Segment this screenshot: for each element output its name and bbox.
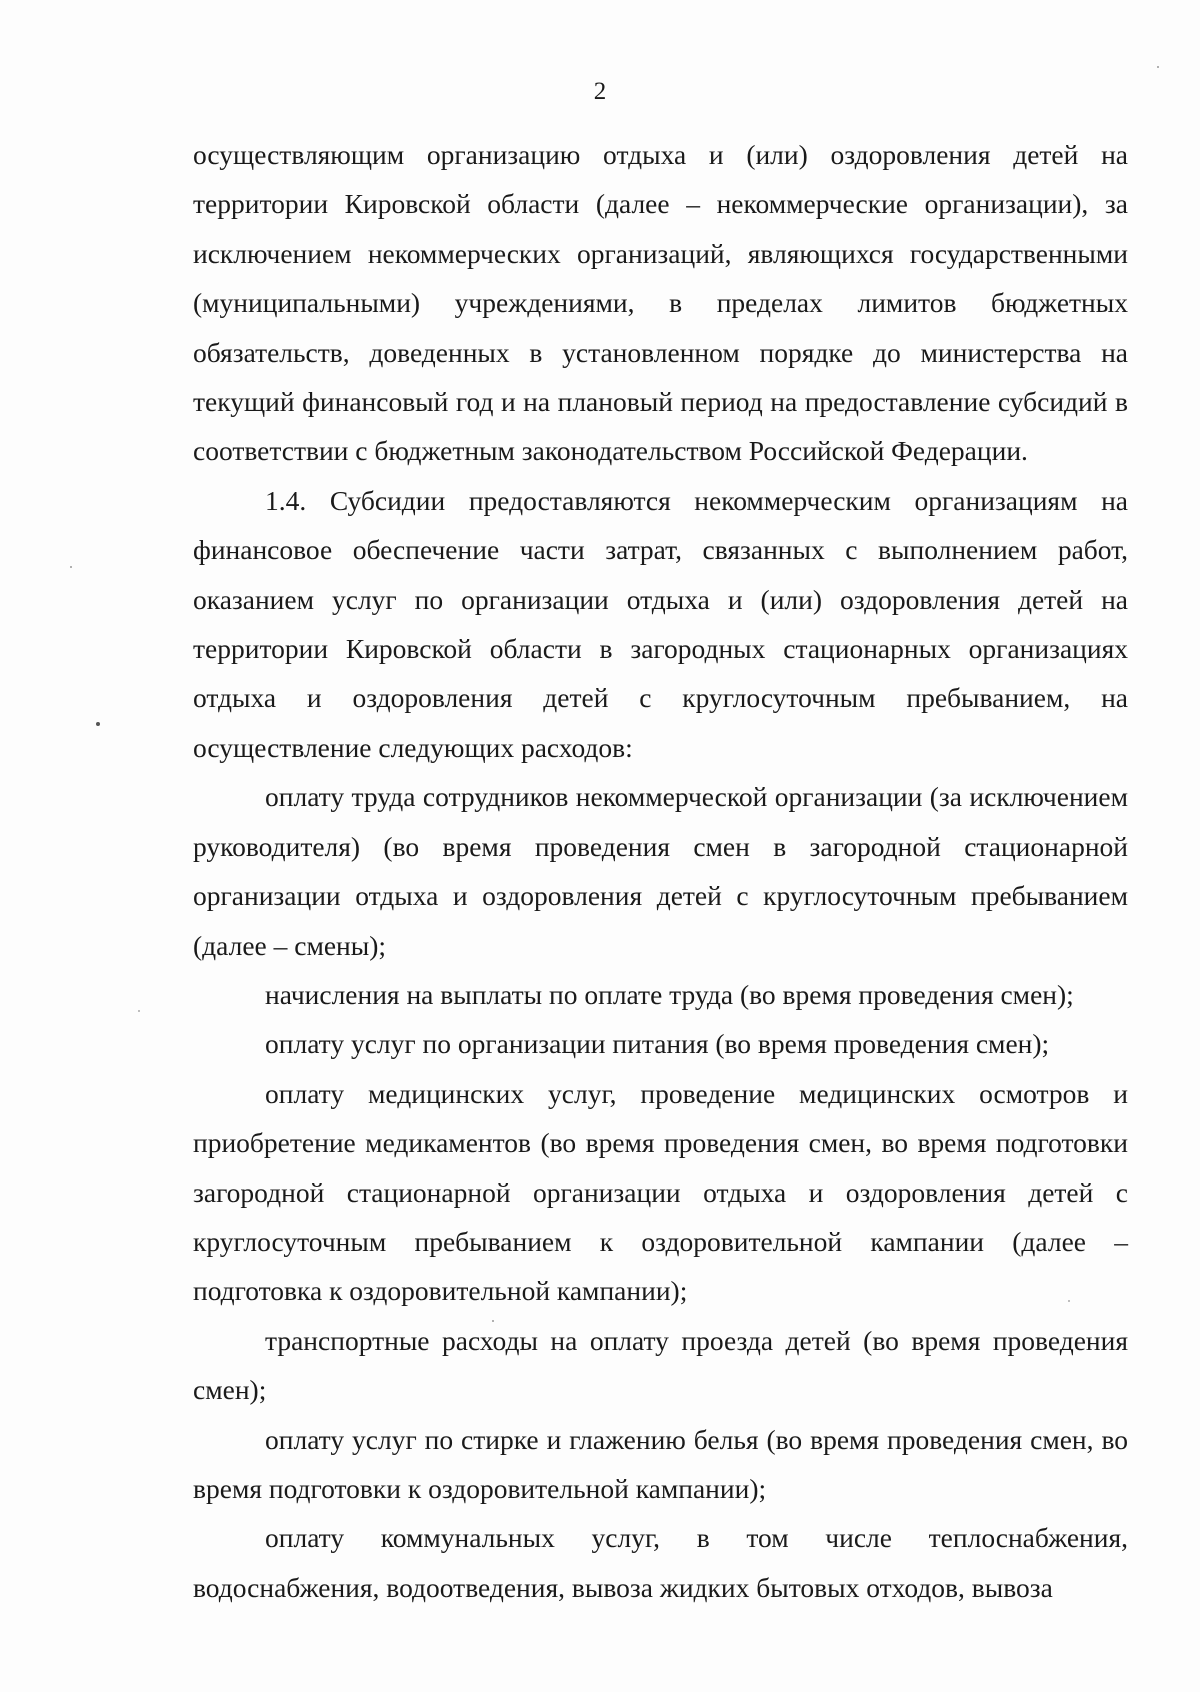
scan-speck (492, 1320, 494, 1322)
document-body (193, 130, 1128, 1612)
paragraph: осуществляющим организацию отдыха и (или) оздоровления детей на территории Кировской области (далее – некоммерческие организации), за исключением некоммерческих организаций, являющихся государственными (муниципальными) учреждениями, в пределах лимитов бюджетных обязательств, доведенных в установленном порядке до министерства на текущий финансовый год и на плановый период на предоставление субсидий в соответствии с бюджетным законодательством Российской Федерации. (193, 139, 1128, 467)
paragraph: транспортные расходы на оплату проезда детей (во время проведения смен); (193, 1324, 1128, 1406)
scan-speck (1068, 1300, 1070, 1302)
paragraph: оплату коммунальных услуг, в том числе теплоснабжения, водоснабжения, водоотведения, вывоза жидких бытовых отходов, вывоза (193, 1522, 1128, 1603)
paragraph: оплату услуг по организации питания (во время проведения смен); (265, 1028, 1050, 1060)
paragraph: оплату труда сотрудников некоммерческой организации (за исключением руководителя) (во время проведения смен в загородной стационарной организации отдыха и оздоровления детей с круглосуточным пребыванием (далее – смены); (193, 781, 1128, 961)
paragraph: 1.4. Субсидии предоставляются некоммерческим организациям на финансовое обеспечение части затрат, связанных с выполнением работ, оказанием услуг по организации отдыха и (или) оздоровления детей на территории Кировской области в загородных стационарных организациях отдыха и оздоровления детей с круглосуточным пребыванием, на осуществление следующих расходов: (193, 484, 1128, 763)
page-number: 2 (593, 78, 607, 105)
scan-speck (70, 566, 72, 568)
scan-speck (1157, 66, 1159, 68)
paragraph: начисления на выплаты по оплате труда (во время проведения смен); (265, 978, 1074, 1010)
scan-speck (138, 1010, 140, 1012)
paragraph: оплату медицинских услуг, проведение медицинских осмотров и приобретение медикаментов (во время проведения смен, во время подготовки загородной стационарной организации отдыха и оздоровления детей с круглосуточным пребыванием к оздоровительной кампании (далее – подготовка к оздоровительной кампании); (193, 1077, 1128, 1307)
paragraph: оплату услуг по стирке и глажению белья (во время проведения смен, во время подготовки к оздоровительной кампании); (193, 1423, 1128, 1504)
scan-speck (96, 722, 100, 726)
